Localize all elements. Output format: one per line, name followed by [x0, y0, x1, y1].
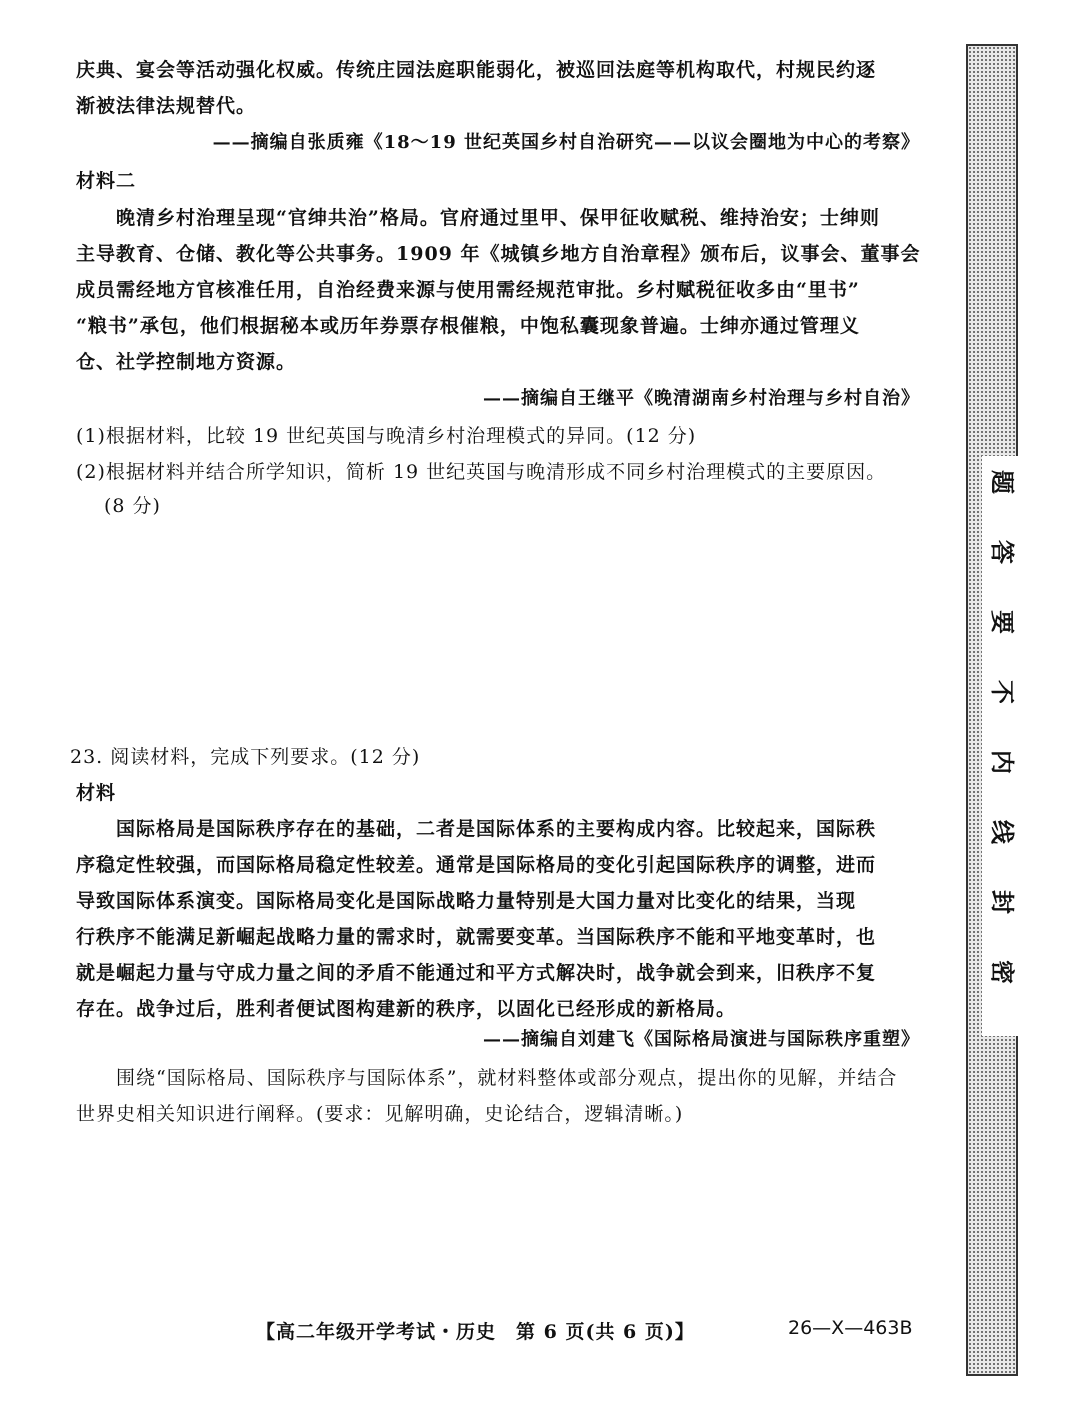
question-1: (1)根据材料，比较 19 世纪英国与晚清乡村治理模式的异同。(12 分): [76, 425, 697, 447]
binding-strip-text: [984, 470, 1020, 1030]
strip-char: 密: [988, 960, 1017, 984]
task-line: 围绕“国际格局、国际秩序与国际体系”，就材料整体或部分观点，提出你的见解，并结合: [116, 1067, 898, 1089]
source-citation: ——摘编自王继平《晚清湖南乡村治理与乡村自治》: [483, 388, 920, 409]
text-line: 庆典、宴会等活动强化权威。传统庄园法庭职能弱化，被巡回法庭等机构取代，村规民约逐: [76, 59, 877, 81]
question-2-points: (8 分): [104, 495, 161, 517]
task-line: 世界史相关知识进行阐释。(要求：见解明确，史论结合，逻辑清晰。): [76, 1103, 684, 1125]
text-line: “粮书”承包，他们根据秘本或历年券票存根催粮，中饱私囊现象普遍。士绅亦通过管理义: [76, 315, 860, 337]
text-line: 仓、社学控制地方资源。: [76, 351, 297, 373]
source-citation: ——摘编自张质雍《18～19 世纪英国乡村自治研究——以议会圈地为中心的考察》: [212, 132, 920, 153]
strip-char: 不: [988, 680, 1017, 704]
text-line: 存在。战争过后，胜利者便试图构建新的秩序，以固化已经形成的新格局。: [76, 998, 737, 1020]
material-label: 材料: [76, 782, 117, 804]
text-line: 行秩序不能满足新崛起战略力量的需求时，就需要变革。当国际秩序不能和平地变革时，也: [76, 926, 877, 948]
source-citation: ——摘编自刘建飞《国际格局演进与国际秩序重塑》: [483, 1029, 920, 1050]
text-line: 国际格局是国际秩序存在的基础，二者是国际体系的主要构成内容。比较起来，国际秩: [116, 818, 877, 840]
strip-char: 线: [988, 820, 1017, 844]
text-line: 主导教育、仓储、教化等公共事务。1909 年《城镇乡地方自治章程》颁布后，议事会、董事会: [76, 243, 921, 265]
strip-char: 封: [988, 890, 1017, 914]
footer-title: 【高二年级开学考试・历史 第 6 页(共 6 页)】: [256, 1321, 695, 1343]
question-2: (2)根据材料并结合所学知识，简析 19 世纪英国与晚清形成不同乡村治理模式的主要原因。: [76, 461, 887, 483]
material-label: 材料二: [76, 170, 137, 192]
text-line: 晚清乡村治理呈现“官绅共治”格局。官府通过里甲、保甲征收赋税、维持治安；士绅则: [116, 207, 880, 229]
footer-code: 26—X—463B: [788, 1317, 913, 1339]
text-line: 成员需经地方官核准任用，自治经费来源与使用需经规范审批。乡村赋税征收多由“里书”: [76, 279, 860, 301]
text-line: 序稳定性较强，而国际格局稳定性较差。通常是国际格局的变化引起国际秩序的调整，进而: [76, 854, 877, 876]
text-line: 渐被法律法规替代。: [76, 95, 257, 117]
strip-char: 要: [988, 610, 1017, 634]
strip-char: 答: [988, 540, 1017, 564]
text-line: 就是崛起力量与守成力量之间的矛盾不能通过和平方式解决时，战争就会到来，旧秩序不复: [76, 962, 877, 984]
question-23-title: 23. 阅读材料，完成下列要求。(12 分): [70, 746, 421, 768]
strip-char: 题: [988, 470, 1017, 494]
strip-char: 内: [988, 750, 1017, 774]
text-line: 导致国际体系演变。国际格局变化是国际战略力量特别是大国力量对比变化的结果，当现: [76, 890, 857, 912]
